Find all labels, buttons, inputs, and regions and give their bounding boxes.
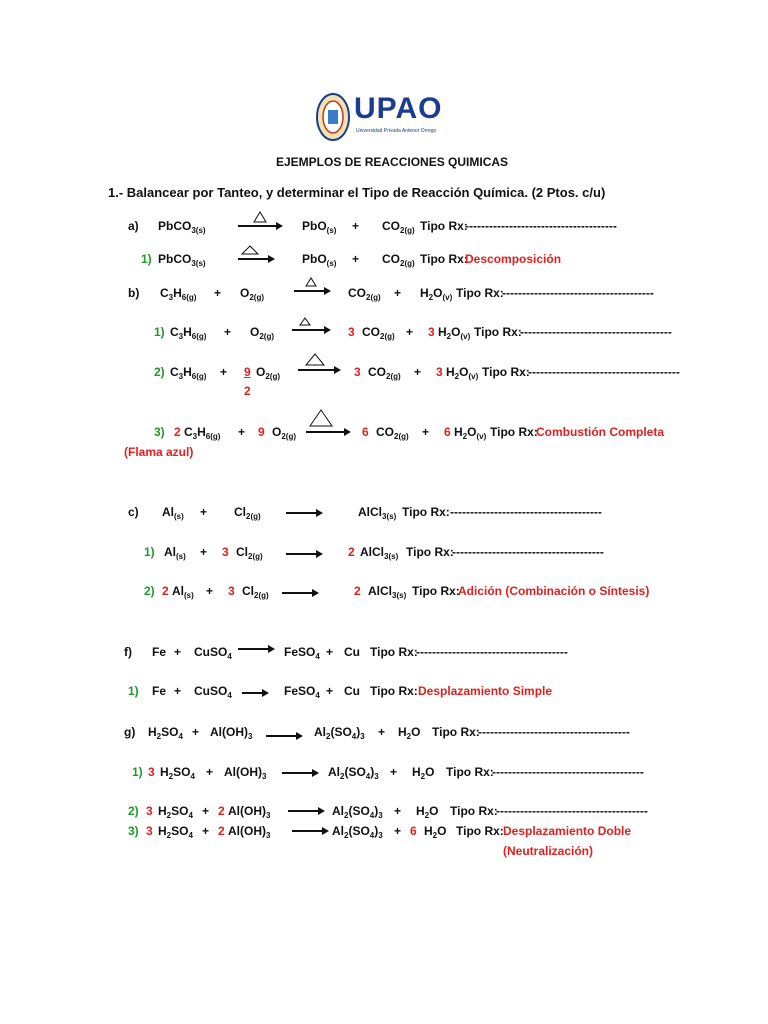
plus: + xyxy=(174,645,182,659)
step-2: 2) xyxy=(154,365,165,379)
logo-subtitle: Universidad Privada Antenor Orrego xyxy=(356,128,437,134)
step-2: 2) xyxy=(128,804,139,818)
coefficient: 3 xyxy=(148,765,155,779)
step-1: 1) xyxy=(154,325,165,339)
formula: $O_{2(g)}$ xyxy=(250,325,275,341)
formula: $H_2O_{(v)}$ xyxy=(454,425,487,441)
formula: $C_3H_{6(g)}$ xyxy=(160,286,197,302)
formula: $Al(OH)_3$ xyxy=(210,725,253,741)
formula: $H_2O_{(v)}$ xyxy=(438,325,471,341)
formula: $H_2O$ xyxy=(424,824,447,840)
answer-a: Descomposición xyxy=(465,252,562,266)
formula: $Cl_{2(g)}$ xyxy=(242,584,269,600)
tipo-rx-label: Tipo Rx: xyxy=(446,765,494,779)
formula: $C_3H_{6(g)}$ xyxy=(170,325,207,341)
blank-dashes: -------------------------------------- xyxy=(496,804,648,818)
reaction-arrow-icon xyxy=(236,244,276,266)
coefficient: 3 xyxy=(228,584,235,598)
blank-dashes: -------------------------------------- xyxy=(416,645,568,659)
formula: $CO_{2(g)}$ xyxy=(382,252,415,268)
tipo-rx-label: Tipo Rx: xyxy=(490,425,538,439)
formula: PbO$_{(s)}$ xyxy=(302,219,337,235)
plus: + xyxy=(406,325,414,339)
formula: PbCO$_{3(s)}$ xyxy=(158,252,206,268)
plus: + xyxy=(394,804,402,818)
formula: $H_2SO_4$ xyxy=(158,824,193,840)
formula: $Al(OH)_3$ xyxy=(228,824,271,840)
formula: AlCl$_{3(s)}$ xyxy=(358,505,397,521)
formula: $Al_{(s)}$ xyxy=(172,584,194,600)
reaction-arrow-icon xyxy=(280,586,320,600)
formula: $Al(OH)_3$ xyxy=(224,765,267,781)
reaction-arrow-icon xyxy=(290,824,330,838)
answer-b-note: (Flama azul) xyxy=(124,445,194,459)
formula: $O_{2(g)}$ xyxy=(272,425,297,441)
blank-dashes: -------------------------------------- xyxy=(478,725,630,739)
plus: + xyxy=(414,365,422,379)
plus: + xyxy=(202,804,210,818)
formula: $H_2O$ xyxy=(412,765,435,781)
coefficient: 9 xyxy=(258,425,265,439)
coefficient-denominator: 2 xyxy=(244,384,251,398)
blank-dashes: -------------------------------------- xyxy=(520,325,672,339)
coefficient: 3 xyxy=(354,365,361,379)
formula: Fe xyxy=(152,684,167,698)
formula: AlCl$_{3(s)}$ xyxy=(368,584,407,600)
answer-c: Adición (Combinación o Síntesis) xyxy=(458,584,650,598)
formula: $CO_{2(g)}$ xyxy=(376,425,409,441)
step-3: 3) xyxy=(154,425,165,439)
coefficient: 2 xyxy=(348,545,355,559)
coefficient: 6 xyxy=(444,425,451,439)
formula: PbCO$_{3(s)}$ xyxy=(158,219,206,235)
coefficient: 3 xyxy=(146,804,153,818)
tipo-rx-label: Tipo Rx: xyxy=(432,725,480,739)
label-c: c) xyxy=(128,505,139,519)
plus: + xyxy=(174,684,182,698)
logo-text: UPAO xyxy=(354,92,443,125)
answer-f: Desplazamiento Simple xyxy=(418,684,553,698)
coefficient: 3 xyxy=(428,325,435,339)
label-a: a) xyxy=(128,219,139,233)
formula: CuSO$_4$ xyxy=(194,684,232,700)
plus: + xyxy=(214,286,222,300)
label-b: b) xyxy=(128,286,140,300)
coefficient: 2 xyxy=(218,824,225,838)
formula: $C_3H_{6(g)}$ xyxy=(184,425,221,441)
plus: + xyxy=(224,325,232,339)
formula: $O_{2(g)}$ xyxy=(256,365,281,381)
tipo-rx-label: Tipo Rx: xyxy=(420,252,468,266)
plus: + xyxy=(422,425,430,439)
plus: + xyxy=(352,219,360,233)
answer-b: Combustión Completa xyxy=(536,425,664,439)
tipo-rx-label: Tipo Rx: xyxy=(474,325,522,339)
coefficient-numerator: 9 xyxy=(244,365,251,379)
coefficient: 6 xyxy=(410,824,417,838)
formula: $CO_{2(g)}$ xyxy=(362,325,395,341)
tipo-rx-label: Tipo Rx: xyxy=(406,545,454,559)
formula: $Al(OH)_3$ xyxy=(228,804,271,820)
coefficient: 2 xyxy=(174,425,181,439)
plus: + xyxy=(192,725,200,739)
blank-dashes: -------------------------------------- xyxy=(502,286,654,300)
tipo-rx-label: Tipo Rx: xyxy=(420,219,468,233)
coefficient: 2 xyxy=(218,804,225,818)
blank-dashes: -------------------------------------- xyxy=(450,505,602,519)
formula: Fe xyxy=(152,645,167,659)
formula: $CO_{2(g)}$ xyxy=(382,219,415,235)
instruction: 1.- Balancear por Tanteo, y determinar el Tipo de Reacción Química. (2 Ptos. c/u) xyxy=(108,185,606,200)
formula: $H_2SO_4$ xyxy=(160,765,195,781)
reaction-arrow-icon xyxy=(304,408,352,438)
tipo-rx-label: Tipo Rx: xyxy=(456,824,504,838)
reaction-arrow-icon xyxy=(264,729,304,743)
coefficient: 2 xyxy=(162,584,169,598)
formula: Cu xyxy=(344,684,360,698)
plus: + xyxy=(206,765,214,779)
blank-dashes: -------------------------------------- xyxy=(452,545,604,559)
step-1: 1) xyxy=(128,684,139,698)
formula: $Al_2(SO_4)_3$ xyxy=(332,824,383,840)
tipo-rx-label: Tipo Rx: xyxy=(482,365,530,379)
reaction-arrow-icon xyxy=(290,316,332,336)
answer-g-note: (Neutralización) xyxy=(503,844,594,858)
coefficient: 3 xyxy=(348,325,355,339)
blank-dashes: -------------------------------------- xyxy=(465,219,617,233)
reaction-arrow-icon xyxy=(240,686,270,700)
formula: AlCl$_{3(s)}$ xyxy=(360,545,399,561)
tipo-rx-label: Tipo Rx: xyxy=(412,584,460,598)
tipo-rx-label: Tipo Rx: xyxy=(450,804,498,818)
reaction-arrow-icon xyxy=(280,766,320,780)
coefficient: 3 xyxy=(146,824,153,838)
blank-dashes: -------------------------------------- xyxy=(492,765,644,779)
formula: $H_2O$ xyxy=(416,804,439,820)
formula: $H_2SO_4$ xyxy=(158,804,193,820)
reaction-arrow-icon xyxy=(286,804,326,818)
plus: + xyxy=(326,684,334,698)
plus: + xyxy=(238,425,246,439)
formula: $H_2SO_4$ xyxy=(148,725,183,741)
plus: + xyxy=(326,645,334,659)
tipo-rx-label: Tipo Rx: xyxy=(370,684,418,698)
formula: CuSO$_4$ xyxy=(194,645,232,661)
step-1: 1) xyxy=(132,765,143,779)
formula: $Al_2(SO_4)_3$ xyxy=(332,804,383,820)
reaction-arrow-icon xyxy=(284,547,324,561)
tipo-rx-label: Tipo Rx: xyxy=(402,505,450,519)
reaction-arrow-icon xyxy=(296,352,342,376)
formula: $CO_{2(g)}$ xyxy=(368,365,401,381)
plus: + xyxy=(394,286,402,300)
answer-g: Desplazamiento Doble xyxy=(503,824,632,838)
university-seal-icon xyxy=(316,92,352,142)
blank-dashes: -------------------------------------- xyxy=(528,365,680,379)
coefficient: 3 xyxy=(222,545,229,559)
tipo-rx-label: Tipo Rx: xyxy=(370,645,418,659)
coefficient: 2 xyxy=(354,584,361,598)
formula: $Al_2(SO_4)_3$ xyxy=(314,725,365,741)
plus: + xyxy=(206,584,214,598)
formula: PbO$_{(s)}$ xyxy=(302,252,337,268)
coefficient: 6 xyxy=(362,425,369,439)
formula: FeSO$_4$ xyxy=(284,684,320,700)
upao-logo xyxy=(316,92,452,142)
reaction-arrow-icon xyxy=(284,506,324,520)
step-1: 1) xyxy=(141,252,152,266)
formula: $CO_{2(g)}$ xyxy=(348,286,381,302)
page-title: EJEMPLOS DE REACCIONES QUIMICAS xyxy=(276,155,509,169)
formula: $H_2O$ xyxy=(398,725,421,741)
reaction-arrow-icon xyxy=(236,210,284,232)
reaction-arrow-icon xyxy=(292,276,332,298)
tipo-rx-label: Tipo Rx: xyxy=(456,286,504,300)
formula: $O_{2(g)}$ xyxy=(240,286,265,302)
label-f: f) xyxy=(124,645,132,659)
formula: $Al_{(s)}$ xyxy=(162,505,184,521)
formula: $H_2O_{(v)}$ xyxy=(446,365,479,381)
plus: + xyxy=(390,765,398,779)
formula: $H_2O_{(v)}$ xyxy=(420,286,453,302)
formula: $Al_{(s)}$ xyxy=(164,545,186,561)
plus: + xyxy=(378,725,386,739)
plus: + xyxy=(202,824,210,838)
formula: Cu xyxy=(344,645,360,659)
formula: $Cl_{2(g)}$ xyxy=(234,505,261,521)
label-g: g) xyxy=(124,725,136,739)
plus: + xyxy=(394,824,402,838)
plus: + xyxy=(200,505,208,519)
plus: + xyxy=(352,252,360,266)
formula: $Cl_{2(g)}$ xyxy=(236,545,263,561)
step-3: 3) xyxy=(128,824,139,838)
step-2: 2) xyxy=(144,584,155,598)
step-1: 1) xyxy=(144,545,155,559)
coefficient: 3 xyxy=(436,365,443,379)
plus: + xyxy=(200,545,208,559)
reaction-arrow-icon xyxy=(236,642,276,656)
formula: FeSO$_4$ xyxy=(284,645,320,661)
formula: $Al_2(SO_4)_3$ xyxy=(328,765,379,781)
plus: + xyxy=(220,365,228,379)
formula: $C_3H_{6(g)}$ xyxy=(170,365,207,381)
